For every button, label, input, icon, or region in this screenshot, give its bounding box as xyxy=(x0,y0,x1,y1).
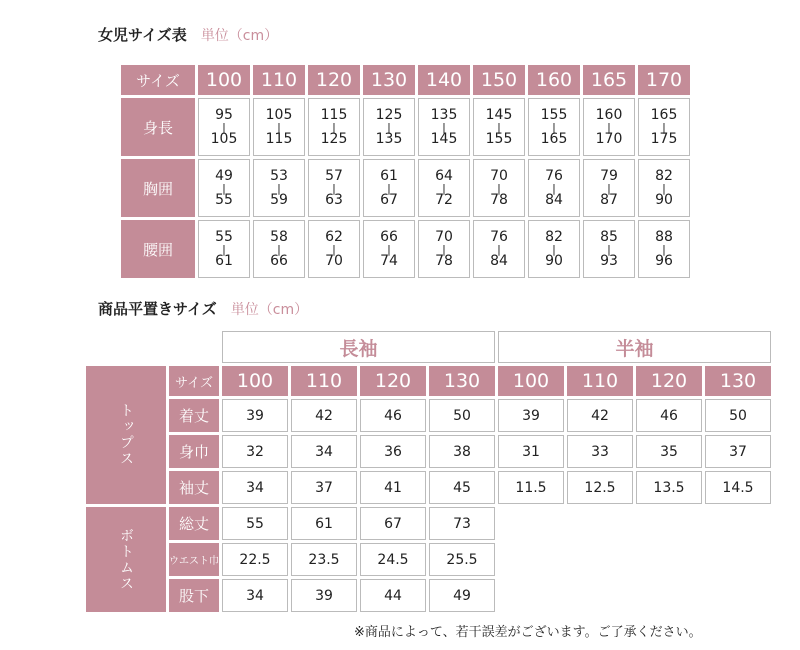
range-max: 61 xyxy=(215,252,233,269)
range-cell xyxy=(198,159,250,217)
range-cell xyxy=(473,98,525,156)
value-cell: 39 xyxy=(498,399,564,432)
range-min: 79 xyxy=(600,167,618,184)
range-value xyxy=(254,167,304,208)
range-min: 53 xyxy=(270,167,288,184)
bottoms-label: ボトムス xyxy=(86,507,166,612)
row-label: 股下 xyxy=(169,579,219,612)
range-max: 135 xyxy=(375,130,403,147)
value-cell: 44 xyxy=(360,579,426,612)
range-min: 82 xyxy=(655,167,673,184)
size-header: 120 xyxy=(636,366,702,396)
range-value xyxy=(199,106,249,147)
range-max: 145 xyxy=(430,130,458,147)
tops-label: トップス xyxy=(86,366,166,504)
value-cell: 35 xyxy=(636,435,702,468)
value-cell: 37 xyxy=(705,435,771,468)
value-cell: 34 xyxy=(291,435,357,468)
range-separator: | xyxy=(277,181,281,195)
range-separator: | xyxy=(442,120,446,134)
range-max: 105 xyxy=(210,130,238,147)
girls-unit: 単位（cm） xyxy=(200,28,279,44)
range-separator: | xyxy=(332,120,336,134)
size-header: 100 xyxy=(198,65,250,95)
value-cell: 13.5 xyxy=(636,471,702,504)
range-value xyxy=(254,106,304,147)
row-label: 着丈 xyxy=(169,399,219,432)
range-min: 57 xyxy=(325,167,343,184)
range-value xyxy=(419,167,469,208)
girls-header-row xyxy=(121,65,690,95)
flat-size-label: サイズ xyxy=(169,366,219,396)
range-separator: | xyxy=(607,242,611,256)
size-header: 130 xyxy=(363,65,415,95)
range-max: 93 xyxy=(600,252,618,269)
value-cell: 11.5 xyxy=(498,471,564,504)
range-max: 90 xyxy=(545,252,563,269)
value-cell: 37 xyxy=(291,471,357,504)
spacer xyxy=(86,331,166,363)
size-header: 120 xyxy=(360,366,426,396)
range-separator: | xyxy=(497,242,501,256)
value-cell: 34 xyxy=(222,471,288,504)
value-cell: 31 xyxy=(498,435,564,468)
range-min: 88 xyxy=(655,228,673,245)
range-separator: | xyxy=(552,120,556,134)
range-max: 70 xyxy=(325,252,343,269)
range-max: 90 xyxy=(655,191,673,208)
value-cell: 38 xyxy=(429,435,495,468)
range-value xyxy=(309,106,359,147)
size-header: 170 xyxy=(638,65,690,95)
range-value xyxy=(364,228,414,269)
range-cell xyxy=(473,220,525,278)
size-header: 110 xyxy=(291,366,357,396)
range-value xyxy=(419,228,469,269)
size-header: 140 xyxy=(418,65,470,95)
range-cell xyxy=(638,220,690,278)
range-cell xyxy=(198,98,250,156)
tops-row-sleeve xyxy=(86,471,771,504)
range-separator: | xyxy=(332,242,336,256)
size-header: 100 xyxy=(222,366,288,396)
range-cell xyxy=(253,98,305,156)
range-max: 87 xyxy=(600,191,618,208)
girls-title-text: 女児サイズ表 xyxy=(98,26,187,44)
range-cell xyxy=(583,220,635,278)
range-max: 63 xyxy=(325,191,343,208)
range-max: 55 xyxy=(215,191,233,208)
size-header: 165 xyxy=(583,65,635,95)
size-header: 120 xyxy=(308,65,360,95)
long-sleeve-label: 長袖 xyxy=(222,331,495,363)
range-min: 70 xyxy=(490,167,508,184)
range-min: 145 xyxy=(485,106,513,123)
girls-size-title xyxy=(98,24,278,45)
range-cell xyxy=(638,159,690,217)
range-value xyxy=(474,228,524,269)
range-value xyxy=(529,228,579,269)
range-cell xyxy=(253,159,305,217)
range-cell xyxy=(308,159,360,217)
range-max: 175 xyxy=(650,130,678,147)
range-min: 76 xyxy=(545,167,563,184)
range-max: 72 xyxy=(435,191,453,208)
range-separator: | xyxy=(442,181,446,195)
value-cell: 24.5 xyxy=(360,543,426,576)
range-cell xyxy=(528,220,580,278)
size-header: 110 xyxy=(253,65,305,95)
range-cell xyxy=(583,159,635,217)
value-cell: 41 xyxy=(360,471,426,504)
range-value xyxy=(364,106,414,147)
value-cell: 39 xyxy=(291,579,357,612)
value-cell: 50 xyxy=(429,399,495,432)
range-max: 170 xyxy=(595,130,623,147)
value-cell: 67 xyxy=(360,507,426,540)
range-cell xyxy=(418,220,470,278)
range-min: 82 xyxy=(545,228,563,245)
girls-row-chest xyxy=(121,159,690,217)
range-separator: | xyxy=(387,242,391,256)
bottoms-row-inseam xyxy=(86,579,771,612)
range-min: 165 xyxy=(650,106,678,123)
range-cell xyxy=(418,98,470,156)
range-value xyxy=(254,228,304,269)
range-min: 61 xyxy=(380,167,398,184)
bottoms-row-total xyxy=(86,507,771,540)
range-min: 62 xyxy=(325,228,343,245)
value-cell: 55 xyxy=(222,507,288,540)
value-cell: 45 xyxy=(429,471,495,504)
range-value xyxy=(584,106,634,147)
range-min: 95 xyxy=(215,106,233,123)
bottoms-row-waist xyxy=(86,543,771,576)
girls-row-height xyxy=(121,98,690,156)
value-cell: 49 xyxy=(429,579,495,612)
flat-size-title xyxy=(98,298,308,319)
value-cell: 22.5 xyxy=(222,543,288,576)
range-max: 84 xyxy=(490,252,508,269)
range-value xyxy=(474,167,524,208)
range-max: 66 xyxy=(270,252,288,269)
value-cell: 34 xyxy=(222,579,288,612)
row-label: 身巾 xyxy=(169,435,219,468)
range-min: 85 xyxy=(600,228,618,245)
value-cell: 46 xyxy=(360,399,426,432)
range-min: 49 xyxy=(215,167,233,184)
range-value xyxy=(639,167,689,208)
range-min: 55 xyxy=(215,228,233,245)
flat-size-table xyxy=(83,328,774,615)
range-separator: | xyxy=(387,120,391,134)
range-separator: | xyxy=(497,181,501,195)
range-cell xyxy=(198,220,250,278)
size-header: 160 xyxy=(528,65,580,95)
value-cell: 23.5 xyxy=(291,543,357,576)
size-header-label: サイズ xyxy=(121,65,195,95)
range-separator: | xyxy=(277,120,281,134)
range-max: 78 xyxy=(435,252,453,269)
value-cell: 14.5 xyxy=(705,471,771,504)
value-cell: 12.5 xyxy=(567,471,633,504)
row-label: 身長 xyxy=(121,98,195,156)
range-separator: | xyxy=(662,181,666,195)
size-header: 150 xyxy=(473,65,525,95)
range-value xyxy=(309,228,359,269)
range-separator: | xyxy=(662,242,666,256)
value-cell: 61 xyxy=(291,507,357,540)
range-min: 155 xyxy=(540,106,568,123)
value-cell: 39 xyxy=(222,399,288,432)
range-min: 76 xyxy=(490,228,508,245)
range-separator: | xyxy=(607,120,611,134)
range-value xyxy=(639,106,689,147)
range-cell xyxy=(308,98,360,156)
flat-size-row xyxy=(86,366,771,396)
range-separator: | xyxy=(387,181,391,195)
range-separator: | xyxy=(552,181,556,195)
range-cell xyxy=(528,159,580,217)
range-value xyxy=(529,106,579,147)
size-header: 110 xyxy=(567,366,633,396)
value-cell: 36 xyxy=(360,435,426,468)
range-separator: | xyxy=(497,120,501,134)
range-separator: | xyxy=(607,181,611,195)
range-max: 84 xyxy=(545,191,563,208)
range-separator: | xyxy=(332,181,336,195)
range-value xyxy=(584,228,634,269)
row-label: ウエスト巾 xyxy=(169,543,219,576)
range-max: 165 xyxy=(540,130,568,147)
range-cell xyxy=(583,98,635,156)
range-max: 96 xyxy=(655,252,673,269)
range-cell xyxy=(418,159,470,217)
range-min: 135 xyxy=(430,106,458,123)
range-separator: | xyxy=(552,242,556,256)
range-cell xyxy=(528,98,580,156)
tops-row-width xyxy=(86,435,771,468)
range-separator: | xyxy=(662,120,666,134)
value-cell: 42 xyxy=(291,399,357,432)
range-separator: | xyxy=(442,242,446,256)
range-value xyxy=(474,106,524,147)
range-min: 105 xyxy=(265,106,293,123)
size-header: 130 xyxy=(429,366,495,396)
range-min: 115 xyxy=(320,106,348,123)
range-max: 74 xyxy=(380,252,398,269)
range-value xyxy=(584,167,634,208)
range-cell xyxy=(363,98,415,156)
range-min: 58 xyxy=(270,228,288,245)
size-header: 130 xyxy=(705,366,771,396)
range-value xyxy=(309,167,359,208)
range-value xyxy=(199,167,249,208)
range-separator: | xyxy=(277,242,281,256)
range-separator: | xyxy=(222,242,226,256)
range-max: 115 xyxy=(265,130,293,147)
flat-unit: 単位（cm） xyxy=(230,302,309,318)
row-label: 総丈 xyxy=(169,507,219,540)
range-value xyxy=(639,228,689,269)
range-max: 125 xyxy=(320,130,348,147)
range-max: 59 xyxy=(270,191,288,208)
value-cell: 73 xyxy=(429,507,495,540)
range-separator: | xyxy=(222,181,226,195)
girls-row-hip xyxy=(121,220,690,278)
range-cell xyxy=(253,220,305,278)
value-cell: 32 xyxy=(222,435,288,468)
range-cell xyxy=(473,159,525,217)
row-label: 胸囲 xyxy=(121,159,195,217)
range-min: 64 xyxy=(435,167,453,184)
spacer xyxy=(169,331,219,363)
flat-title-text: 商品平置きサイズ xyxy=(98,300,217,318)
sleeve-group-row xyxy=(86,331,771,363)
range-cell xyxy=(363,159,415,217)
range-min: 66 xyxy=(380,228,398,245)
range-min: 70 xyxy=(435,228,453,245)
range-value xyxy=(364,167,414,208)
range-value xyxy=(419,106,469,147)
value-cell: 42 xyxy=(567,399,633,432)
value-cell: 50 xyxy=(705,399,771,432)
row-label: 袖丈 xyxy=(169,471,219,504)
range-cell xyxy=(308,220,360,278)
range-max: 155 xyxy=(485,130,513,147)
range-value xyxy=(529,167,579,208)
range-max: 67 xyxy=(380,191,398,208)
range-value xyxy=(199,228,249,269)
value-cell: 25.5 xyxy=(429,543,495,576)
row-label: 腰囲 xyxy=(121,220,195,278)
girls-size-table xyxy=(118,62,693,281)
disclaimer-note: ※商品によって、若干誤差がございます。ご了承ください。 xyxy=(354,625,702,640)
range-cell xyxy=(638,98,690,156)
tops-row-length xyxy=(86,399,771,432)
range-min: 160 xyxy=(595,106,623,123)
value-cell: 33 xyxy=(567,435,633,468)
range-cell xyxy=(363,220,415,278)
range-min: 125 xyxy=(375,106,403,123)
short-sleeve-label: 半袖 xyxy=(498,331,771,363)
size-header: 100 xyxy=(498,366,564,396)
range-max: 78 xyxy=(490,191,508,208)
value-cell: 46 xyxy=(636,399,702,432)
range-separator: | xyxy=(222,120,226,134)
